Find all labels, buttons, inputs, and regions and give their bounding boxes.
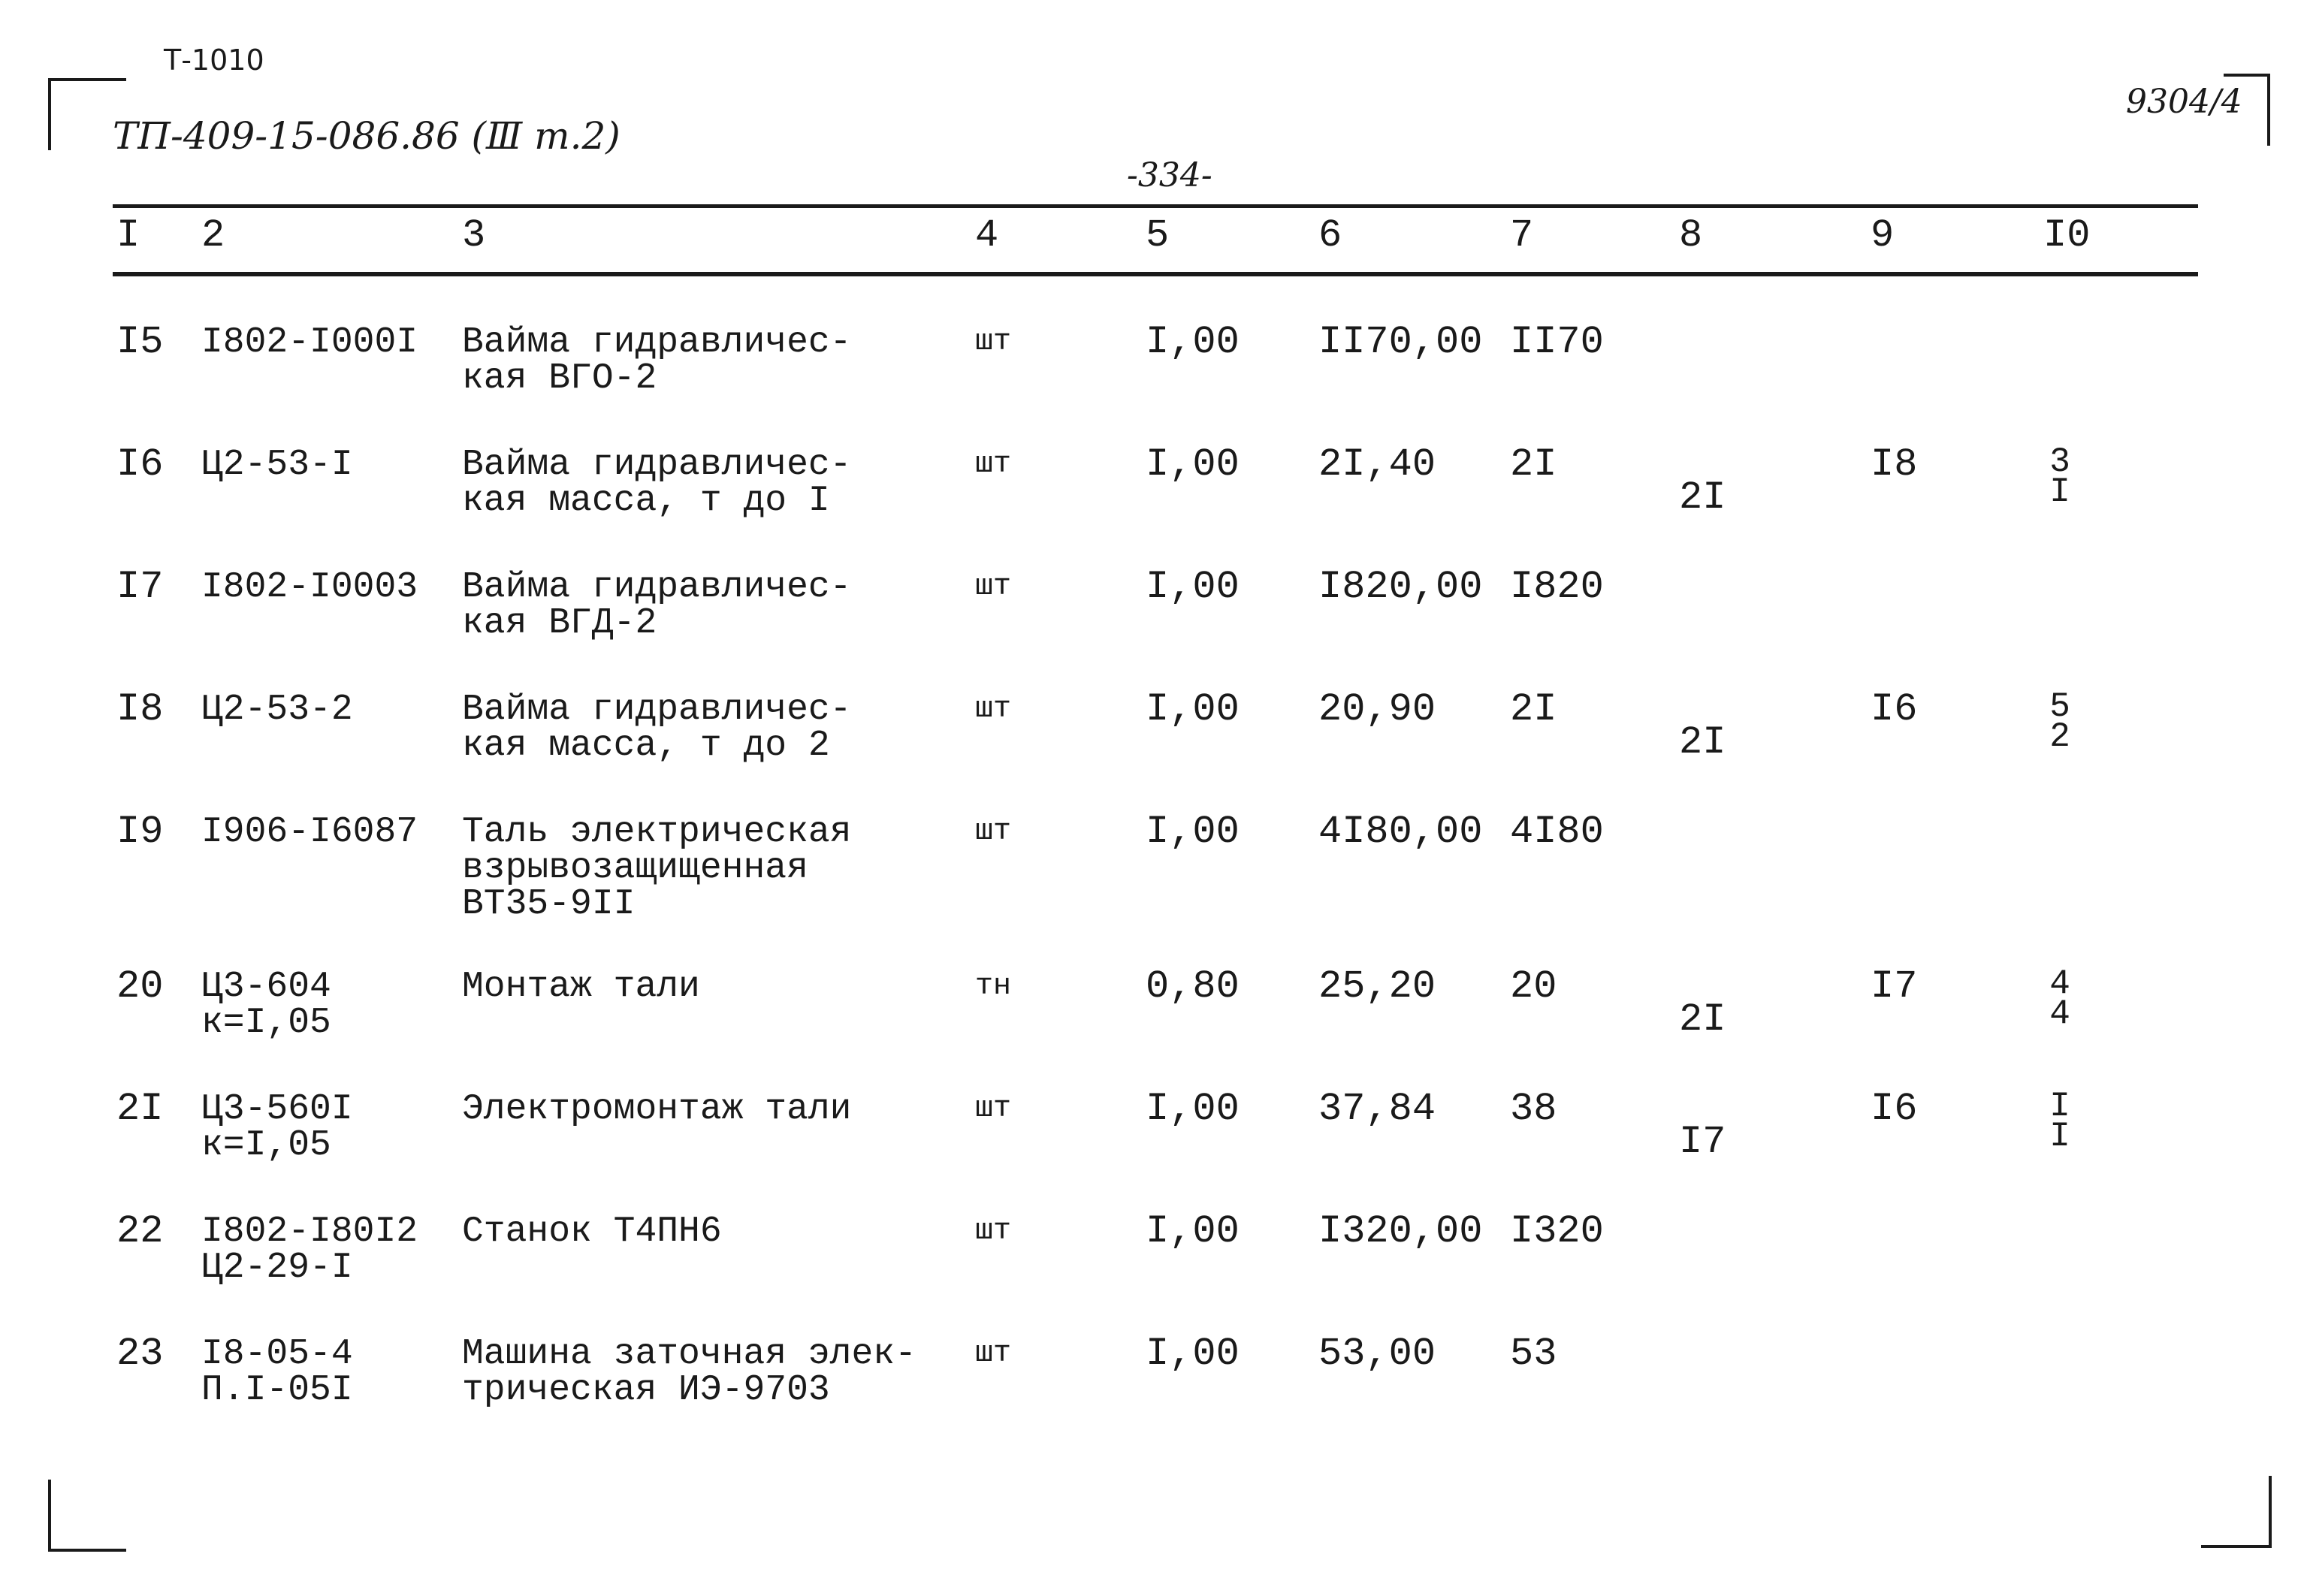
quantity: I,00	[1146, 687, 1240, 732]
col9-value: I8	[1871, 442, 1918, 487]
total: I820	[1510, 565, 1604, 609]
unit-price: I820,00	[1318, 565, 1483, 609]
col8-value: 2I	[1679, 997, 1726, 1042]
column-header: 8	[1679, 213, 1703, 258]
unit: шт	[975, 570, 1012, 604]
unit: шт	[975, 1337, 1012, 1371]
unit: шт	[975, 1214, 1012, 1248]
col10-bottom: I	[2049, 472, 2070, 511]
quantity: I,00	[1146, 442, 1240, 487]
unit: шт	[975, 448, 1012, 481]
column-header: 3	[462, 213, 486, 258]
column-header: 9	[1871, 213, 1895, 258]
unit-price: 20,90	[1318, 687, 1436, 732]
row-number: I5	[116, 320, 164, 364]
rate-code: I802-I0003	[201, 567, 418, 608]
col10-top: I	[2049, 1087, 2070, 1126]
unit-price: 4I80,00	[1318, 810, 1483, 854]
col8-value: 2I	[1679, 720, 1726, 765]
col10-bottom: 2	[2049, 717, 2070, 756]
table-top-rule	[113, 204, 2198, 208]
quantity: I,00	[1146, 1209, 1240, 1254]
col9-value: I6	[1871, 687, 1918, 732]
unit-price: II70,00	[1318, 320, 1483, 364]
row-number: 20	[116, 964, 164, 1009]
total: 2I	[1510, 687, 1557, 732]
page-number: -334-	[1127, 156, 1212, 195]
rate-code: Ц2-53-I	[201, 445, 353, 485]
item-name: Вайма гидравличес- кая масса, т до 2	[462, 689, 852, 766]
col8-value: 2I	[1679, 475, 1726, 520]
rate-code: I802-I000I	[201, 322, 418, 363]
column-header: 5	[1146, 213, 1170, 258]
unit: шт	[975, 1092, 1012, 1126]
item-name: Вайма гидравличес- кая масса, т до I	[462, 445, 852, 521]
frame-corner-bottom-left	[48, 1480, 126, 1552]
frame-corner-bottom-right	[2201, 1476, 2272, 1548]
unit: шт	[975, 815, 1012, 849]
col10-top: 5	[2049, 687, 2070, 726]
document-code: Т-1010	[164, 44, 264, 77]
table-header-rule	[113, 272, 2198, 276]
quantity: I,00	[1146, 320, 1240, 364]
item-name: Таль электрическая взрывозащищенная ВТ35-9II	[462, 812, 852, 925]
item-name: Монтаж тали	[462, 967, 700, 1007]
quantity: 0,80	[1146, 964, 1240, 1009]
unit-price: 25,20	[1318, 964, 1436, 1009]
column-header: 7	[1510, 213, 1534, 258]
item-name: Станок Т4ПН6	[462, 1211, 722, 1252]
row-number: 2I	[116, 1087, 164, 1131]
column-header: I0	[2043, 213, 2091, 258]
col10-top: 4	[2049, 964, 2070, 1003]
unit: тн	[975, 970, 1012, 1003]
item-name: Машина заточная элек- трическая ИЭ-9703	[462, 1334, 916, 1410]
quantity: I,00	[1146, 565, 1240, 609]
row-number: 22	[116, 1209, 164, 1254]
row-number: I8	[116, 687, 164, 732]
row-number: I7	[116, 565, 164, 609]
rate-code: Ц3-560I к=I,05	[201, 1089, 353, 1166]
unit-price: 53,00	[1318, 1332, 1436, 1376]
col9-value: I6	[1871, 1087, 1918, 1131]
total: II70	[1510, 320, 1604, 364]
sheet-number: 9304/4	[2126, 83, 2242, 121]
col8-value: I7	[1679, 1120, 1726, 1164]
unit-price: 37,84	[1318, 1087, 1436, 1131]
row-number: I9	[116, 810, 164, 854]
item-name: Вайма гидравличес- кая ВГО-2	[462, 322, 852, 399]
rate-code: I906-I6087	[201, 812, 418, 852]
unit-price: I320,00	[1318, 1209, 1483, 1254]
item-name: Вайма гидравличес- кая ВГД-2	[462, 567, 852, 644]
col9-value: I7	[1871, 964, 1918, 1009]
total: 2I	[1510, 442, 1557, 487]
project-number: ТП-409-15-086.86 (Ⅲ т.2)	[113, 114, 621, 158]
rate-code: I802-I80I2 Ц2-29-I	[201, 1211, 418, 1288]
column-header: 4	[975, 213, 999, 258]
row-number: I6	[116, 442, 164, 487]
rate-code: Ц3-604 к=I,05	[201, 967, 331, 1043]
item-name: Электромонтаж тали	[462, 1089, 852, 1130]
unit: шт	[975, 325, 1012, 359]
quantity: I,00	[1146, 810, 1240, 854]
quantity: I,00	[1146, 1332, 1240, 1376]
column-header: 6	[1318, 213, 1342, 258]
total: I320	[1510, 1209, 1604, 1254]
rate-code: I8-05-4 П.I-05I	[201, 1334, 353, 1410]
rate-code: Ц2-53-2	[201, 689, 353, 730]
total: 38	[1510, 1087, 1557, 1131]
column-header: I	[116, 213, 140, 258]
row-number: 23	[116, 1332, 164, 1376]
quantity: I,00	[1146, 1087, 1240, 1131]
col10-bottom: 4	[2049, 994, 2070, 1033]
unit: шт	[975, 692, 1012, 726]
total: 4I80	[1510, 810, 1604, 854]
col10-bottom: I	[2049, 1117, 2070, 1156]
total: 53	[1510, 1332, 1557, 1376]
total: 20	[1510, 964, 1557, 1009]
unit-price: 2I,40	[1318, 442, 1436, 487]
column-header: 2	[201, 213, 225, 258]
col10-top: 3	[2049, 442, 2070, 481]
